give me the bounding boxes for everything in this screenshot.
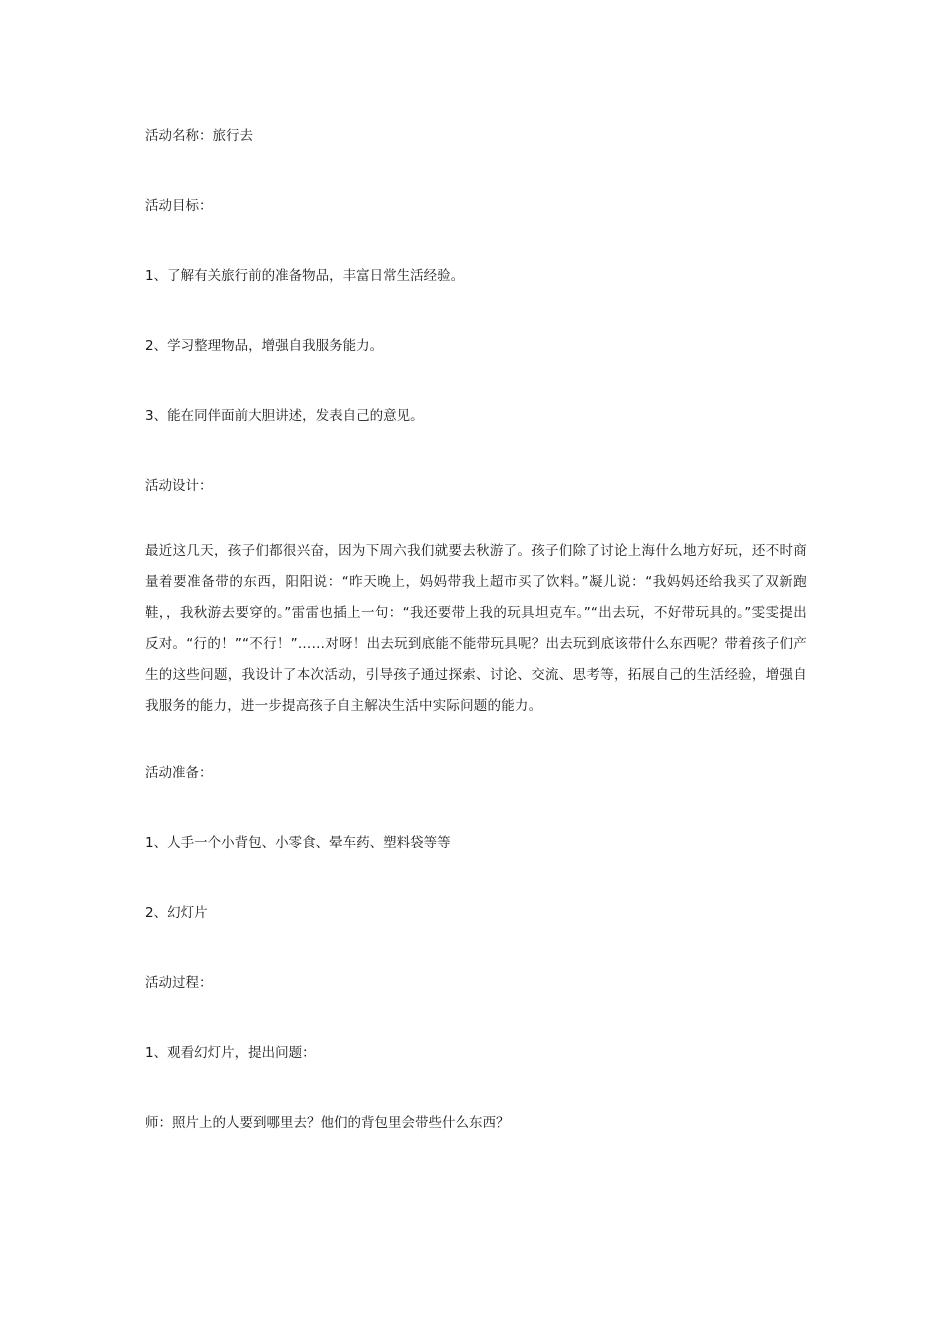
activity-name: 活动名称：旅行去 — [145, 128, 253, 144]
process-heading: 活动过程： — [145, 975, 213, 991]
goal-item-1: 1、了解有关旅行前的准备物品，丰富日常生活经验。 — [145, 268, 465, 284]
goals-heading: 活动目标： — [145, 198, 213, 214]
goal-item-2: 2、学习整理物品，增强自我服务能力。 — [145, 338, 384, 354]
design-heading: 活动设计： — [145, 478, 213, 494]
design-body: 最近这几天，孩子们都很兴奋，因为下周六我们就要去秋游了。孩子们除了讨论上海什么地方好玩，还不时商量着要准备带的东西，阳阳说：“昨天晚上，妈妈带我上超市买了饮料。”凝儿说：“我妈妈还给我买了双新跑鞋，，我秋游去要穿的。”雷雷也插上一句：“我还要带上我的玩具坦克车。”“出去玩，不好带玩具的。”雯雯提出反对。“行的！”“不行！”……对呀！出去玩到底能不能带玩具呢？出去玩到底该带什么东西呢？带着孩子们产生的这些问题，我设计了本次活动，引导孩子通过探索、讨论、交流、思考等，拓展自己的生活经验，增强自我服务的能力，进一步提高孩子自主解决生活中实际问题的能力。 — [145, 543, 807, 714]
prep-item-1: 1、人手一个小背包、小零食、晕车药、塑料袋等等 — [145, 835, 451, 851]
prep-item-2: 2、幻灯片 — [145, 905, 208, 921]
document-content — [145, 122, 807, 1137]
teacher-line: 师：照片上的人要到哪里去？他们的背包里会带些什么东西？ — [145, 1115, 510, 1131]
process-step-1: 1、观看幻灯片，提出问题： — [145, 1045, 316, 1061]
prep-heading: 活动准备： — [145, 765, 213, 781]
goal-item-3: 3、能在同伴面前大胆讲述，发表自己的意见。 — [145, 408, 424, 424]
